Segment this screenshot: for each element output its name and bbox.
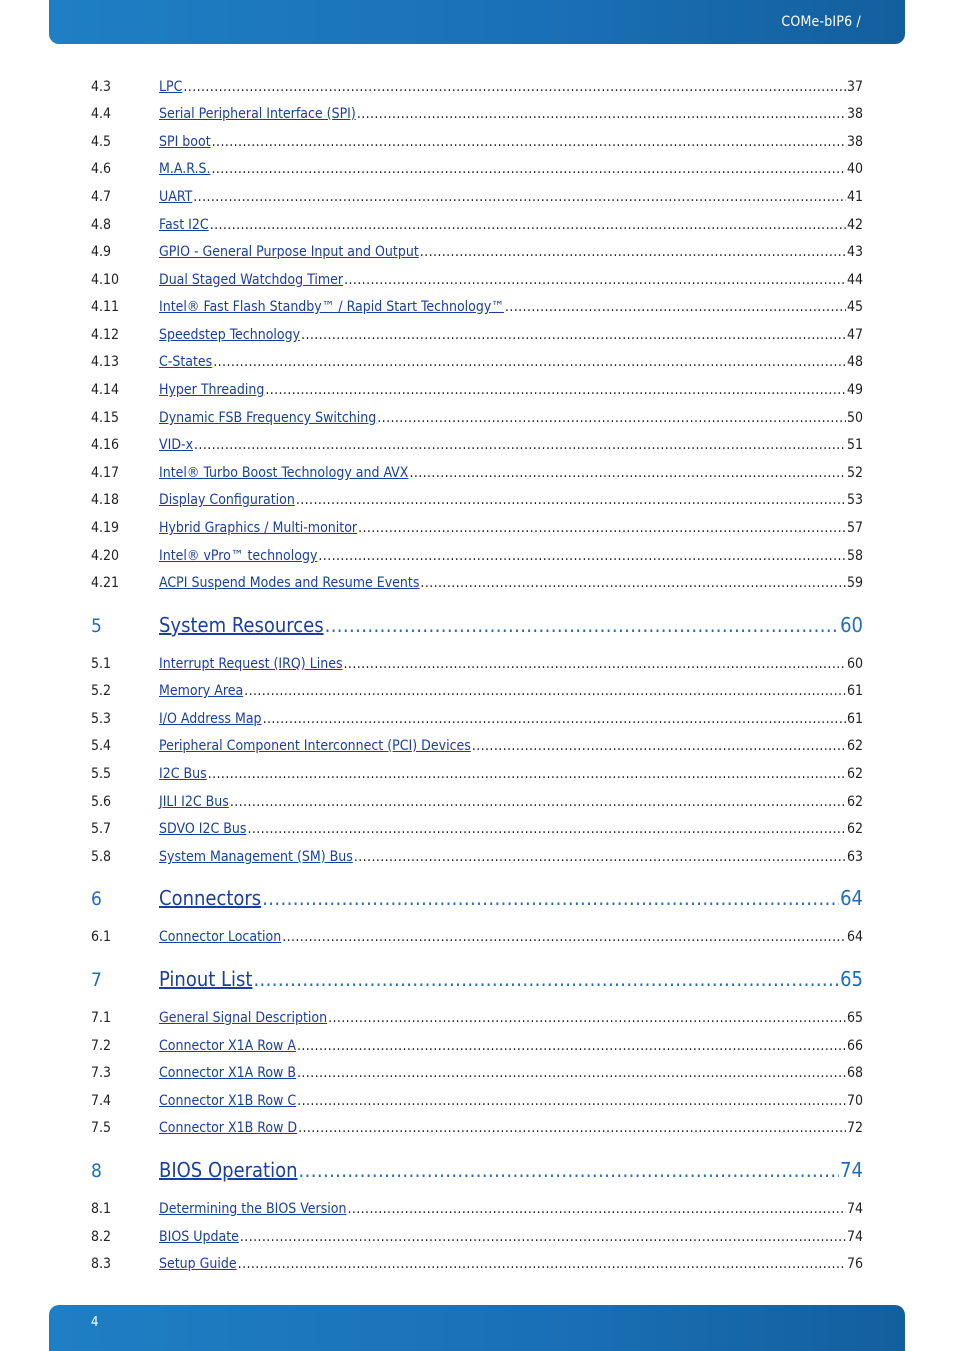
toc-dot-leader xyxy=(247,820,846,838)
toc-dot-leader xyxy=(213,353,846,371)
toc-chapter-row xyxy=(91,1157,863,1184)
toc-entry-link[interactable]: SDVO I2C Bus xyxy=(159,821,247,837)
toc-entry-link[interactable]: General Signal Description xyxy=(159,1010,328,1026)
toc-entry-link[interactable]: Intel® Fast Flash Standby™ / Rapid Start Technology™ xyxy=(159,299,504,315)
toc-dot-leader xyxy=(297,1092,846,1110)
toc-section-row xyxy=(91,271,863,289)
toc-entry-page: 62 xyxy=(846,738,863,754)
toc-entry-number: 5.3 xyxy=(91,711,112,727)
toc-section-row xyxy=(91,1119,863,1137)
toc-entry-number: 4.8 xyxy=(91,217,112,233)
toc-dot-leader xyxy=(240,1228,846,1246)
toc-entry-link[interactable]: Connector X1A Row B xyxy=(159,1065,296,1081)
toc-entry-page: 59 xyxy=(846,575,863,591)
toc-section-row xyxy=(91,928,863,946)
toc-dot-leader xyxy=(230,793,846,811)
toc-dot-leader xyxy=(299,1157,840,1183)
toc-entry-number: 4.6 xyxy=(91,161,112,177)
toc-entry-page: 70 xyxy=(846,1093,863,1109)
toc-entry-number: 4.16 xyxy=(91,437,120,453)
toc-dot-leader xyxy=(210,216,846,234)
toc-entry-page: 74 xyxy=(846,1201,863,1217)
toc-dot-leader xyxy=(183,78,846,96)
toc-section-row xyxy=(91,1009,863,1027)
toc-entry-number: 5.1 xyxy=(91,656,112,672)
toc-dot-leader xyxy=(298,1119,846,1137)
toc-chapter-row xyxy=(91,885,863,912)
toc-dot-leader xyxy=(265,381,846,399)
toc-dot-leader xyxy=(263,710,846,728)
toc-entry-number: 8.1 xyxy=(91,1201,112,1217)
page-number: 4 xyxy=(91,1315,99,1330)
toc-entry-link[interactable]: Connector X1A Row A xyxy=(159,1038,296,1054)
toc-entry-number: 5.5 xyxy=(91,766,112,782)
toc-entry-number: 4.18 xyxy=(91,492,120,508)
toc-entry-page: 40 xyxy=(846,161,863,177)
toc-entry-link[interactable]: Intel® Turbo Boost Technology and AVX xyxy=(159,465,409,481)
toc-entry-page: 45 xyxy=(846,299,863,315)
toc-section-row xyxy=(91,547,863,565)
toc-entry-page: 41 xyxy=(846,189,863,205)
toc-chapter-row xyxy=(91,966,863,993)
toc-section-row xyxy=(91,574,863,592)
toc-entry-link[interactable]: Hyper Threading xyxy=(159,382,265,398)
toc-dot-leader xyxy=(347,1200,846,1218)
toc-dot-leader xyxy=(301,326,846,344)
toc-section-row xyxy=(91,655,863,673)
toc-entry-number: 7 xyxy=(91,969,102,991)
toc-dot-leader xyxy=(194,436,846,454)
toc-entry-number: 4.12 xyxy=(91,327,120,343)
toc-entry-link[interactable]: GPIO - General Purpose Input and Output xyxy=(159,244,419,260)
toc-entry-page: 64 xyxy=(846,929,863,945)
toc-entry-number: 5.6 xyxy=(91,794,112,810)
document-title: COMe-bIP6 / xyxy=(781,14,861,30)
toc-entry-page: 72 xyxy=(846,1120,863,1136)
toc-entry-page: 44 xyxy=(846,272,863,288)
toc-dot-leader xyxy=(328,1009,846,1027)
toc-entry-link[interactable]: System Resources xyxy=(159,613,324,637)
toc-entry-page: 50 xyxy=(846,410,863,426)
toc-dot-leader xyxy=(253,966,839,992)
toc-entry-number: 4.20 xyxy=(91,548,120,564)
toc-entry-number: 4.13 xyxy=(91,354,120,370)
toc-entry-number: 7.1 xyxy=(91,1010,112,1026)
toc-section-row xyxy=(91,682,863,700)
toc-dot-leader xyxy=(354,848,846,866)
toc-entry-link[interactable]: Display Configuration xyxy=(159,492,295,508)
toc-dot-leader xyxy=(420,243,846,261)
toc-dot-leader xyxy=(472,737,846,755)
toc-entry-page: 74 xyxy=(840,1158,863,1182)
toc-entry-link[interactable]: C-States xyxy=(159,354,213,370)
toc-entry-number: 5.8 xyxy=(91,849,112,865)
toc-section-row xyxy=(91,491,863,509)
toc-entry-link[interactable]: Connector Location xyxy=(159,929,282,945)
toc-entry-number: 4.17 xyxy=(91,465,120,481)
toc-entry-link[interactable]: SPI boot xyxy=(159,134,211,150)
toc-entry-link[interactable]: M.A.R.S. xyxy=(159,161,211,177)
toc-section-row xyxy=(91,464,863,482)
toc-section-row xyxy=(91,1200,863,1218)
toc-entry-number: 4.9 xyxy=(91,244,112,260)
toc-entry-link[interactable]: VID-x xyxy=(159,437,194,453)
toc-entry-number: 4.11 xyxy=(91,299,120,315)
toc-entry-link[interactable]: Connector X1B Row C xyxy=(159,1093,297,1109)
toc-section-row xyxy=(91,243,863,261)
toc-dot-leader xyxy=(325,612,840,638)
toc-entry-page: 66 xyxy=(846,1038,863,1054)
toc-dot-leader xyxy=(318,547,846,565)
toc-entry-number: 5.2 xyxy=(91,683,112,699)
toc-entry-number: 4.4 xyxy=(91,106,112,122)
toc-section-row xyxy=(91,848,863,866)
toc-section-row xyxy=(91,188,863,206)
toc-entry-link[interactable]: Intel® vPro™ technology xyxy=(159,548,318,564)
toc-section-row xyxy=(91,1228,863,1246)
toc-entry-number: 4.10 xyxy=(91,272,120,288)
toc-entry-number: 4.21 xyxy=(91,575,120,591)
toc-entry-page: 49 xyxy=(846,382,863,398)
toc-entry-link[interactable]: Serial Peripheral Interface (SPI) xyxy=(159,106,356,122)
toc-section-row xyxy=(91,1037,863,1055)
toc-entry-page: 48 xyxy=(846,354,863,370)
toc-entry-page: 43 xyxy=(846,244,863,260)
toc-dot-leader xyxy=(193,188,846,206)
toc-entry-page: 57 xyxy=(846,520,863,536)
toc-entry-page: 65 xyxy=(840,967,863,991)
toc-entry-number: 6 xyxy=(91,888,102,910)
toc-entry-link[interactable]: Connectors xyxy=(159,886,262,910)
toc-entry-page: 74 xyxy=(846,1229,863,1245)
toc-entry-page: 52 xyxy=(846,465,863,481)
toc-section-row xyxy=(91,519,863,537)
toc-section-row xyxy=(91,737,863,755)
toc-section-row xyxy=(91,820,863,838)
toc-entry-link[interactable]: Hybrid Graphics / Multi-monitor xyxy=(159,520,358,536)
toc-entry-number: 5.4 xyxy=(91,738,112,754)
toc-entry-link[interactable]: BIOS Update xyxy=(159,1229,239,1245)
toc-entry-number: 4.5 xyxy=(91,134,112,150)
toc-section-row xyxy=(91,1255,863,1273)
toc-entry-page: 37 xyxy=(846,79,863,95)
toc-entry-page: 65 xyxy=(846,1010,863,1026)
toc-entry-page: 62 xyxy=(846,821,863,837)
toc-section-row xyxy=(91,353,863,371)
toc-entry-number: 4.7 xyxy=(91,189,112,205)
toc-section-row xyxy=(91,160,863,178)
toc-entry-number: 7.4 xyxy=(91,1093,112,1109)
toc-section-row xyxy=(91,216,863,234)
toc-entry-link[interactable]: JILI I2C Bus xyxy=(159,794,229,810)
toc-entry-page: 53 xyxy=(846,492,863,508)
toc-section-row xyxy=(91,381,863,399)
toc-entry-page: 47 xyxy=(846,327,863,343)
toc-dot-leader xyxy=(297,1064,846,1082)
toc-entry-number: 7.2 xyxy=(91,1038,112,1054)
toc-entry-page: 61 xyxy=(846,683,863,699)
toc-entry-number: 6.1 xyxy=(91,929,112,945)
toc-entry-page: 38 xyxy=(846,134,863,150)
toc-section-row xyxy=(91,78,863,96)
toc-dot-leader xyxy=(238,1255,846,1273)
toc-dot-leader xyxy=(377,409,846,427)
toc-entry-page: 38 xyxy=(846,106,863,122)
toc-dot-leader xyxy=(420,574,846,592)
toc-dot-leader xyxy=(344,271,846,289)
toc-entry-page: 62 xyxy=(846,766,863,782)
toc-entry-page: 76 xyxy=(846,1256,863,1272)
toc-dot-leader xyxy=(297,1037,846,1055)
toc-entry-page: 60 xyxy=(840,613,863,637)
toc-entry-link[interactable]: Memory Area xyxy=(159,683,244,699)
toc-entry-link[interactable]: I/O Address Map xyxy=(159,711,262,727)
toc-entry-page: 63 xyxy=(846,849,863,865)
toc-section-row xyxy=(91,409,863,427)
toc-entry-link[interactable]: Speedstep Technology xyxy=(159,327,301,343)
toc-dot-leader xyxy=(211,160,845,178)
toc-entry-link[interactable]: UART xyxy=(159,189,193,205)
toc-entry-page: 68 xyxy=(846,1065,863,1081)
toc-entry-number: 5 xyxy=(91,615,102,637)
toc-dot-leader xyxy=(212,133,846,151)
toc-entry-page: 42 xyxy=(846,217,863,233)
toc-entry-link[interactable]: I2C Bus xyxy=(159,766,207,782)
toc-section-row xyxy=(91,133,863,151)
toc-entry-page: 51 xyxy=(846,437,863,453)
toc-entry-link[interactable]: LPC xyxy=(159,79,183,95)
toc-entry-link[interactable]: Dual Staged Watchdog Timer xyxy=(159,272,344,288)
toc-entry-link[interactable]: Determining the BIOS Version xyxy=(159,1201,347,1217)
toc-entry-number: 4.19 xyxy=(91,520,120,536)
toc-entry-link[interactable]: Interrupt Request (IRQ) Lines xyxy=(159,656,343,672)
toc-entry-page: 61 xyxy=(846,711,863,727)
toc-section-row xyxy=(91,436,863,454)
toc-entry-number: 4.3 xyxy=(91,79,112,95)
header-bar xyxy=(49,0,905,44)
toc-entry-link[interactable]: BIOS Operation xyxy=(159,1158,298,1182)
toc-entry-link[interactable]: ACPI Suspend Modes and Resume Events xyxy=(159,575,420,591)
toc-entry-link[interactable]: Peripheral Component Interconnect (PCI) Devices xyxy=(159,738,471,754)
toc-dot-leader xyxy=(357,105,846,123)
footer-bar xyxy=(49,1305,905,1351)
toc-dot-leader xyxy=(358,519,846,537)
toc-section-row xyxy=(91,326,863,344)
toc-entry-number: 7.3 xyxy=(91,1065,112,1081)
toc-entry-link[interactable]: System Management (SM) Bus xyxy=(159,849,353,865)
toc-dot-leader xyxy=(409,464,846,482)
toc-entry-number: 8.2 xyxy=(91,1229,112,1245)
toc-entry-link[interactable]: Setup Guide xyxy=(159,1256,237,1272)
toc-entry-number: 8 xyxy=(91,1160,102,1182)
toc-dot-leader xyxy=(208,765,846,783)
toc-dot-leader xyxy=(296,491,846,509)
toc-entry-page: 64 xyxy=(840,886,863,910)
toc-section-row xyxy=(91,105,863,123)
toc-section-row xyxy=(91,765,863,783)
toc-entry-number: 4.14 xyxy=(91,382,120,398)
toc-section-row xyxy=(91,298,863,316)
toc-dot-leader xyxy=(282,928,846,946)
toc-entry-number: 5.7 xyxy=(91,821,112,837)
toc-dot-leader xyxy=(262,885,839,911)
toc-entry-link[interactable]: Fast I2C xyxy=(159,217,209,233)
toc-section-row xyxy=(91,1092,863,1110)
toc-entry-page: 62 xyxy=(846,794,863,810)
toc-dot-leader xyxy=(505,298,846,316)
toc-section-row xyxy=(91,710,863,728)
toc-entry-number: 7.5 xyxy=(91,1120,112,1136)
toc-entry-page: 60 xyxy=(846,656,863,672)
toc-entry-link[interactable]: Connector X1B Row D xyxy=(159,1120,298,1136)
toc-entry-number: 4.15 xyxy=(91,410,120,426)
toc-section-row xyxy=(91,1064,863,1082)
toc-entry-link[interactable]: Dynamic FSB Frequency Switching xyxy=(159,410,377,426)
toc-entry-link[interactable]: Pinout List xyxy=(159,967,253,991)
toc-dot-leader xyxy=(244,682,846,700)
toc-section-row xyxy=(91,793,863,811)
toc-entry-page: 58 xyxy=(846,548,863,564)
toc-entry-number: 8.3 xyxy=(91,1256,112,1272)
toc-dot-leader xyxy=(344,655,846,673)
toc-chapter-row xyxy=(91,612,863,639)
